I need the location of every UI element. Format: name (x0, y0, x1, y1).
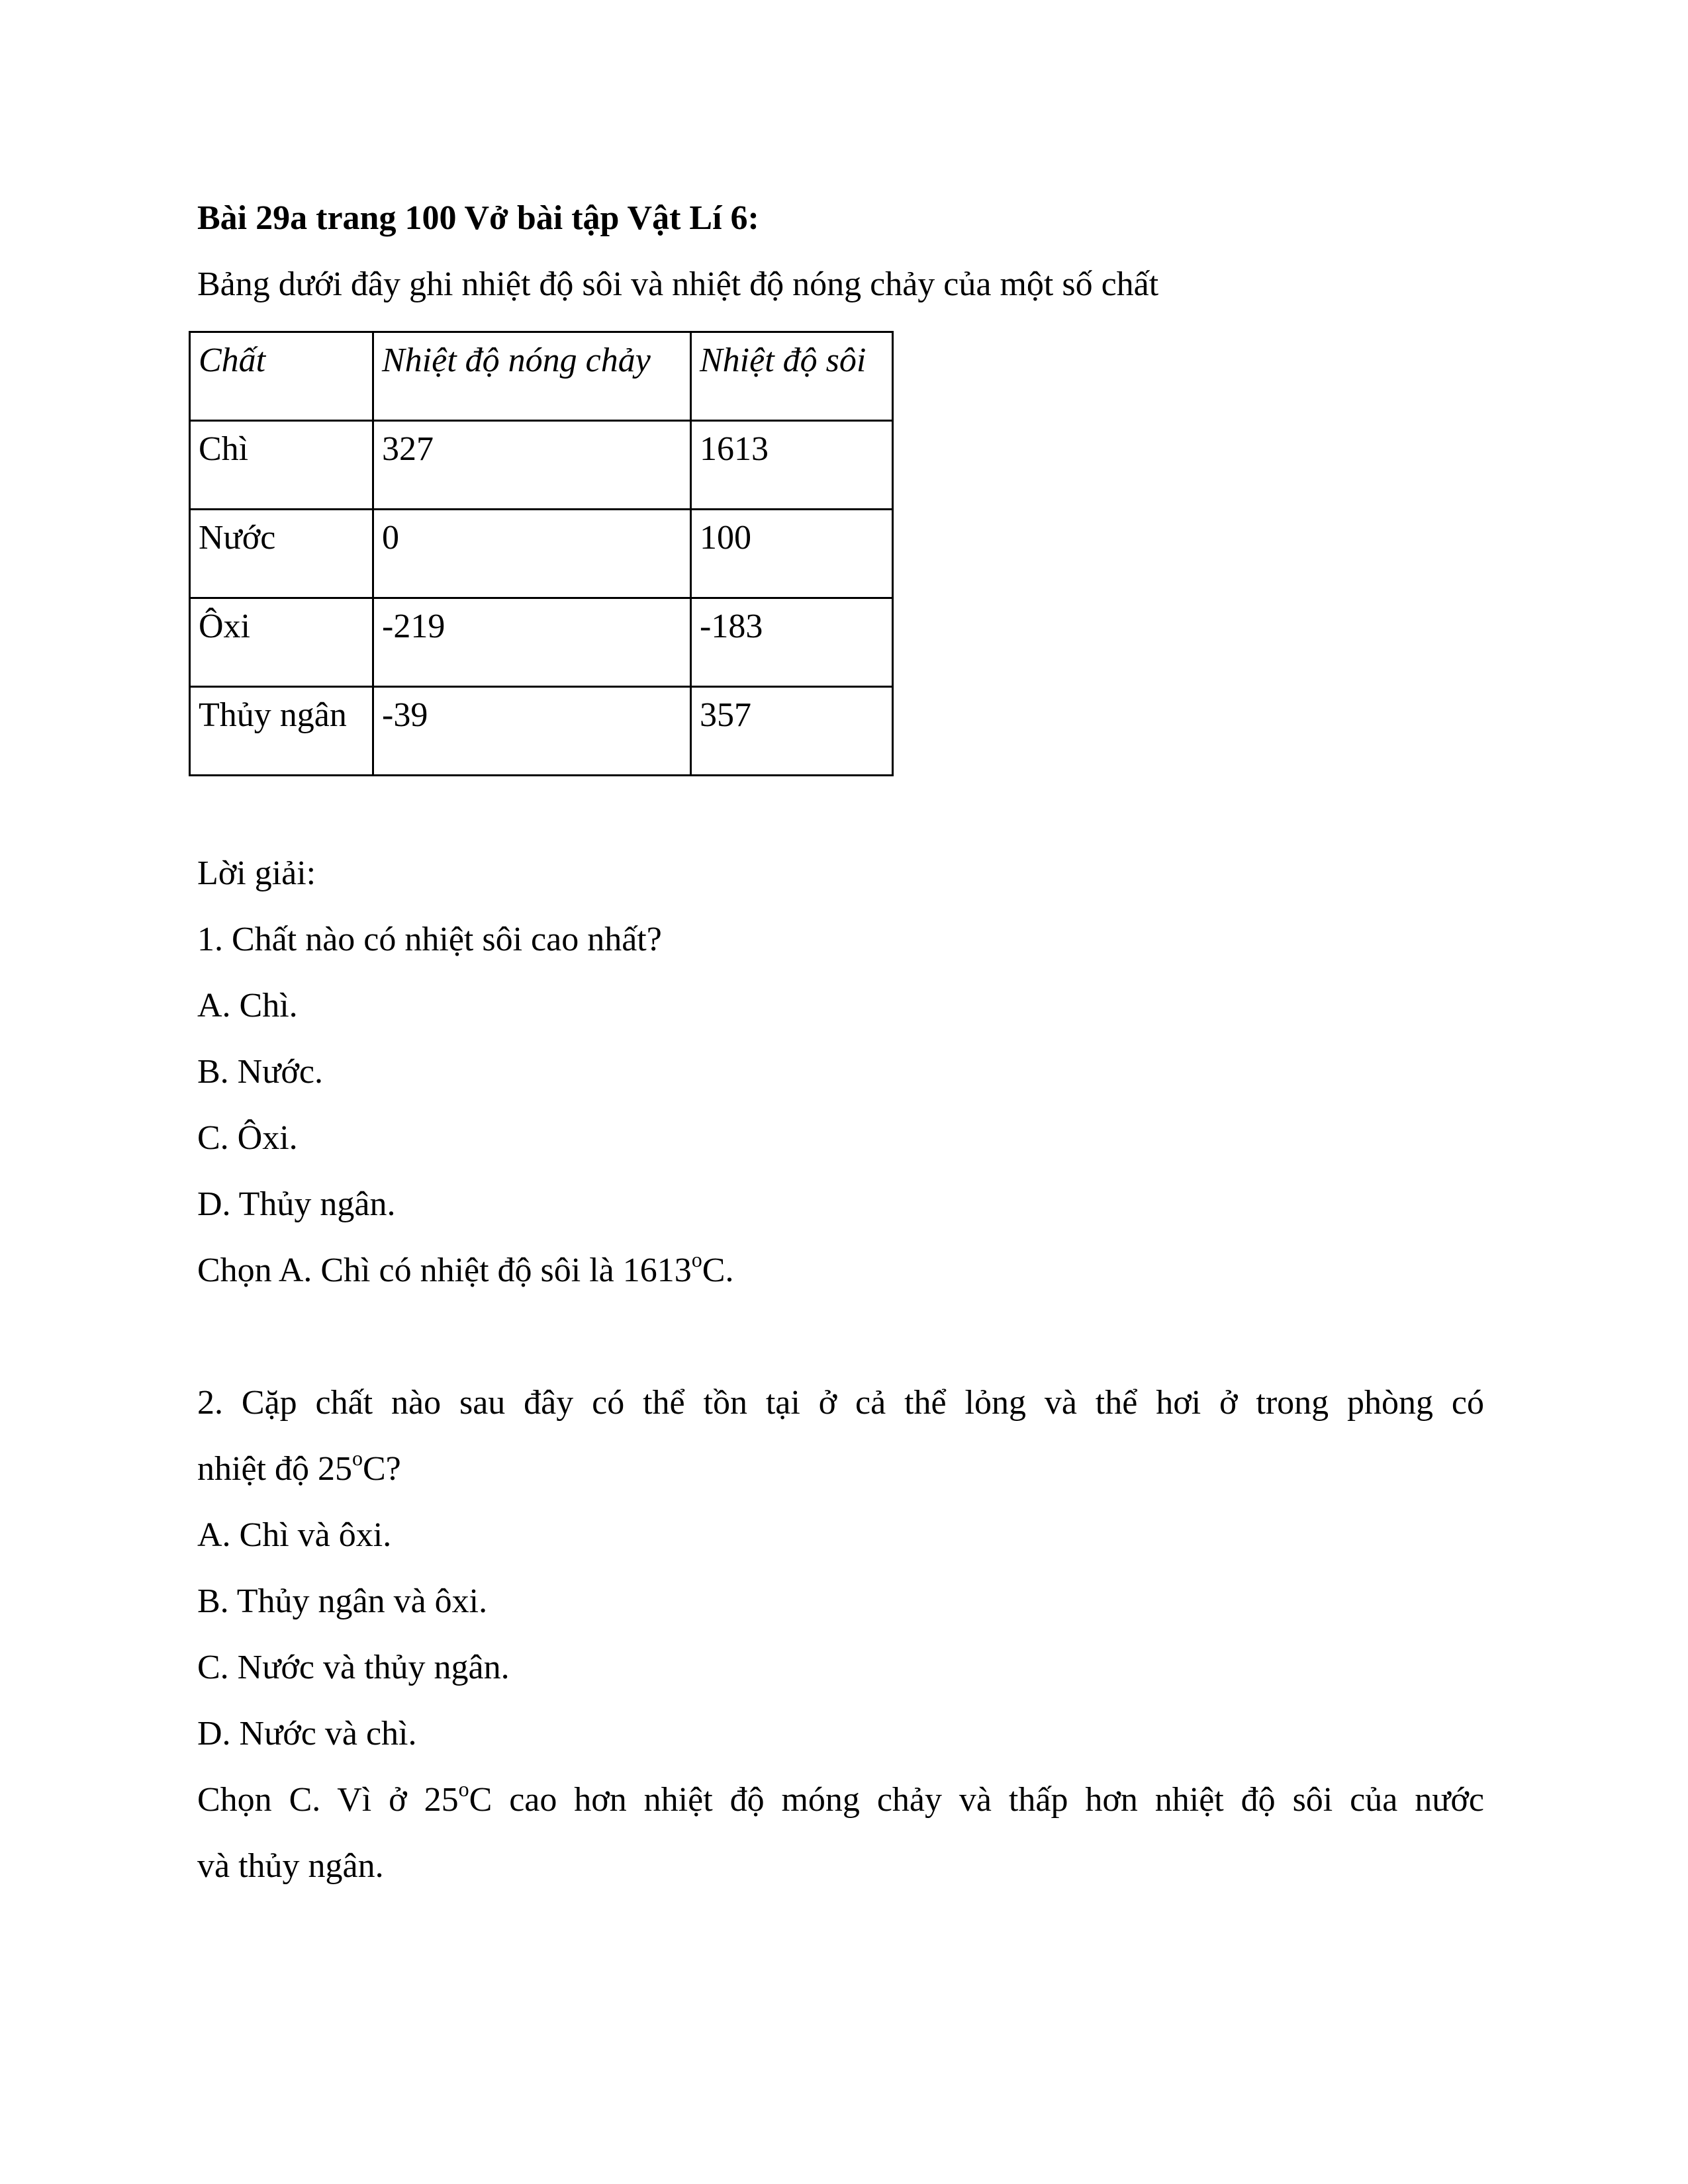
table-cell: Nước (190, 510, 373, 598)
table-cell: 100 (691, 510, 893, 598)
q1-option-c: C. Ôxi. (197, 1119, 298, 1157)
table-row (190, 510, 893, 598)
intro-text: Bảng dưới đây ghi nhiệt độ sôi và nhiệt độ nóng chảy của một số chất (197, 265, 1159, 303)
table-cell: Chì (190, 421, 373, 510)
table-cell: Ôxi (190, 598, 373, 687)
q2-answer-line-1: Chọn C. Vì ở 25$^o$C cao hơn nhiệt độ móng chảy và thấp hơn nhiệt độ sôi của nước (197, 1776, 1484, 1819)
table-header-cell: Nhiệt độ sôi (691, 332, 893, 421)
table-row (190, 687, 893, 776)
table-row (190, 421, 893, 510)
q2-option-d: D. Nước và chì. (197, 1715, 417, 1752)
exercise-title: Bài 29a trang 100 Vở bài tập Vật Lí 6: (197, 199, 759, 237)
question-1: 1. Chất nào có nhiệt sôi cao nhất? (197, 921, 662, 958)
q1-option-b: B. Nước. (197, 1053, 323, 1091)
table-row (190, 598, 893, 687)
q2-option-c: C. Nước và thủy ngân. (197, 1649, 510, 1686)
table-cell: 357 (691, 687, 893, 776)
table-cell: 1613 (691, 421, 893, 510)
table-cell: Thủy ngân (190, 687, 373, 776)
q2-option-b: B. Thủy ngân và ôxi. (197, 1582, 488, 1620)
question-2-line-2: nhiệt độ 25$^o$C? (197, 1445, 401, 1488)
table-cell: 0 (373, 510, 691, 598)
q2-answer-line-2: và thủy ngân. (197, 1847, 384, 1885)
table-cell: 327 (373, 421, 691, 510)
table-cell: -183 (691, 598, 893, 687)
q2-option-a: A. Chì và ôxi. (197, 1516, 392, 1554)
table-cell: -219 (373, 598, 691, 687)
q1-option-d: D. Thủy ngân. (197, 1185, 396, 1223)
table-header-cell: Nhiệt độ nóng chảy (373, 332, 691, 421)
table-header-row (190, 332, 893, 421)
q1-option-a: A. Chì. (197, 987, 298, 1024)
solution-label: Lời giải: (197, 854, 316, 892)
table-cell: -39 (373, 687, 691, 776)
q1-answer: Chọn A. Chì có nhiệt độ sôi là 1613$^o$C. (197, 1247, 734, 1289)
question-2-line-1: 2. Cặp chất nào sau đây có thể tồn tại ở cả thể lỏng và thể hơi ở trong phòng có (197, 1384, 1484, 1422)
table-header-cell: Chất (190, 332, 373, 421)
temperature-table (189, 331, 894, 776)
